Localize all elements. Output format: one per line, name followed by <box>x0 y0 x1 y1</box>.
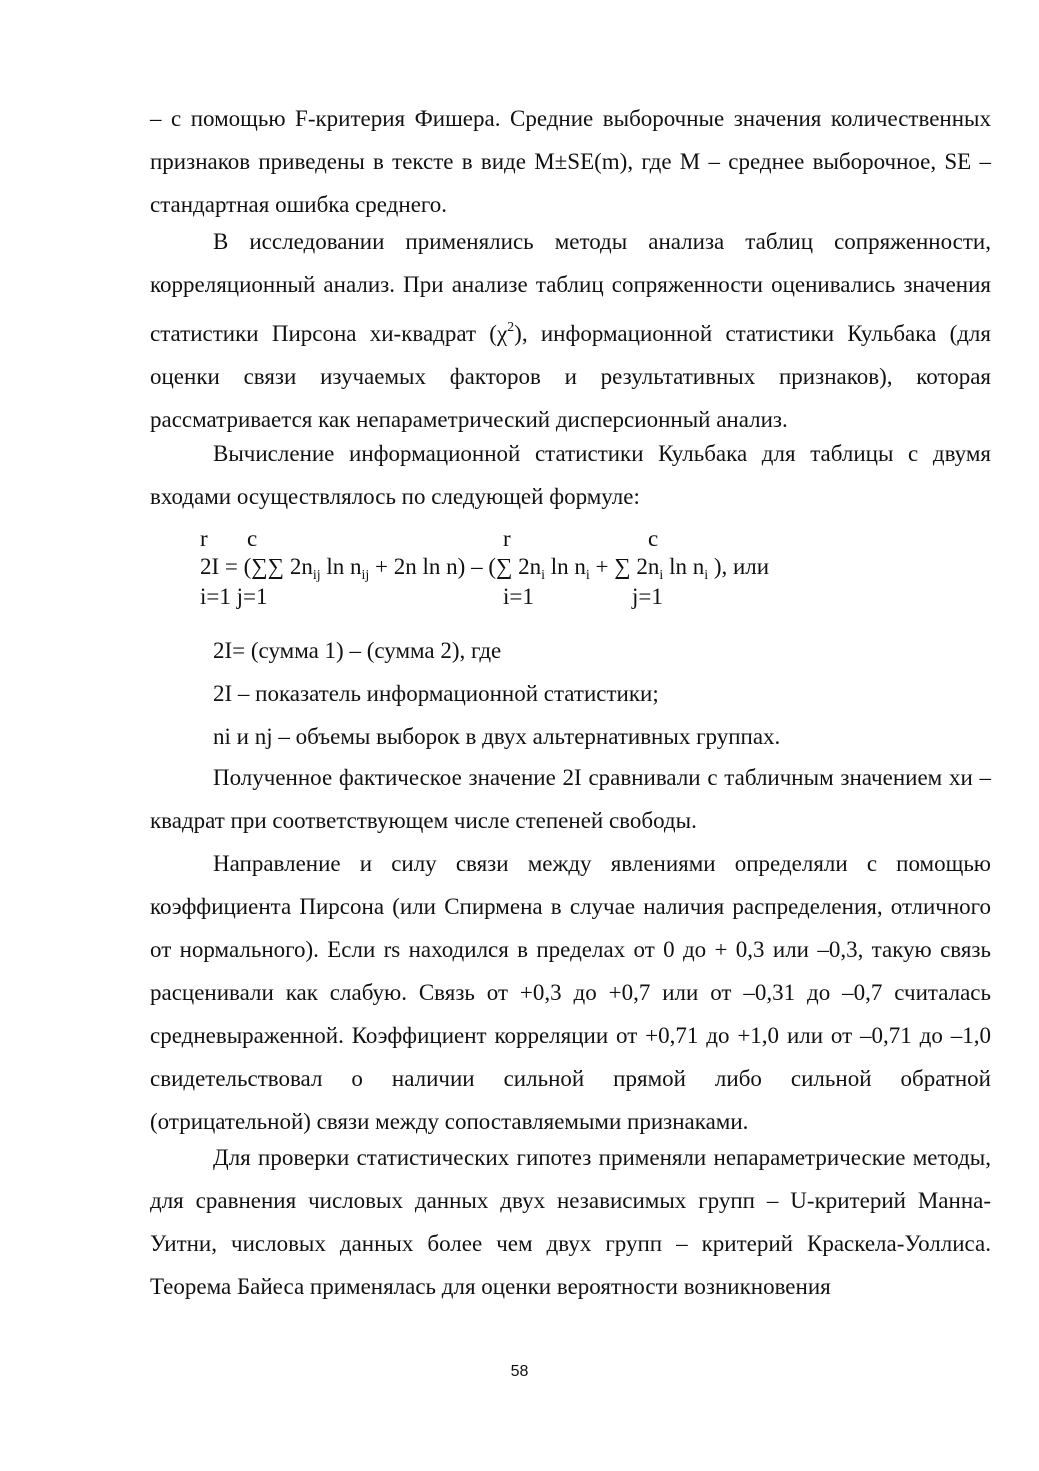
paragraph-chi-comparison: Полученное фактическое значение 2I сравнивали с табличным значением хи – квадрат при соответствующем числе степеней свободы. <box>150 765 991 833</box>
formula-top-c1: c <box>247 526 258 551</box>
formula-term-2: + 2n ln n) – (∑ 2n <box>369 554 542 579</box>
paragraph-methods-part-a: В исследовании применялись методы анализа таблиц сопряженности, корреляционный анализ. При анализе таблиц сопряженности оценивались значения статистики Пирсона хи-квадрат (χ <box>150 229 991 346</box>
formula-term-5: ln n <box>663 554 705 579</box>
formula-sub-ij-2: ij <box>361 568 370 583</box>
paragraph-correlation: Направление и силу связи между явлениями определяли с помощью коэффициента Пирсона (или Спирмена в случае наличия распределения, отличного от нормального). Если rs находился в пределах от 0 до + 0,3 или –0,3, такую связь расценивали как слабую. Связь от +0,3 до +0,7 или от –0,31 до –0,7 считалась средневыраженной. Коэффициент корреляции от +0,71 до +1,0 или от –0,71 до –1,0 свидетельствовал о наличии сильной прямой либо сильной обратной (отрицательной) связи между сопоставляемыми признаками. <box>150 851 991 1134</box>
formula-top-c2: c <box>648 526 659 551</box>
formula-term-6: ), или <box>708 554 770 579</box>
formula-term-3: ln n <box>545 554 586 579</box>
definition-ni-nj: ni и nj – объемы выборок в двух альтернативных группах. <box>213 724 781 749</box>
formula-main-line <box>200 554 769 584</box>
formula-top-r2: r <box>503 526 511 551</box>
formula-sub-i-1: i <box>541 568 546 583</box>
formula-bottom-j1: j=1 <box>632 584 663 609</box>
formula-sub-i-4: i <box>704 568 709 583</box>
formula-sub-ij-1: ij <box>312 568 321 583</box>
formula-sub-i-3: i <box>659 568 664 583</box>
definition-2i: 2I – показатель информационной статистики; <box>213 681 659 706</box>
formula-bottom-i1j1: i=1 j=1 <box>200 584 268 609</box>
formula-bottom-i1: i=1 <box>503 584 534 609</box>
paragraph-fisher: – с помощью F-критерия Фишера. Средние выборочные значения количественных признаков приведены в тексте в виде M±SE(m), где M – среднее выборочное, SE – стандартная ошибка среднего. <box>150 106 991 217</box>
paragraph-methods <box>150 220 991 441</box>
page-number: 58 <box>510 1363 529 1380</box>
definition-sum: 2I= (сумма 1) – (сумма 2), где <box>213 638 502 663</box>
formula-top-r1: r <box>200 526 208 551</box>
paragraph-methods-part-b: ), информационной статистики Кульбака (для оценки связи изучаемых факторов и результативных признаков), которая рассматривается как непараметрический дисперсионный анализ. <box>150 321 991 432</box>
paragraph-kullback-intro: Вычисление информационной статистики Кульбака для таблицы с двумя входами осуществлялось по следующей формуле: <box>150 441 991 509</box>
paragraph-nonparametric: Для проверки статистических гипотез применяли непараметрические методы, для сравнения числовых данных двух независимых групп – U-критерий Манна-Уитни, числовых данных более чем двух групп – критерий Краскела-Уоллиса. Теорема Байеса применялась для оценки вероятности возникновения <box>150 1145 991 1299</box>
formula-lhs: 2I = (∑∑ 2n <box>200 554 313 579</box>
formula-sub-i-2: i <box>585 568 590 583</box>
formula-term-1: ln n <box>320 554 362 579</box>
formula-term-4: + ∑ 2n <box>589 554 660 579</box>
chi-square-superscript: 2 <box>507 320 515 335</box>
